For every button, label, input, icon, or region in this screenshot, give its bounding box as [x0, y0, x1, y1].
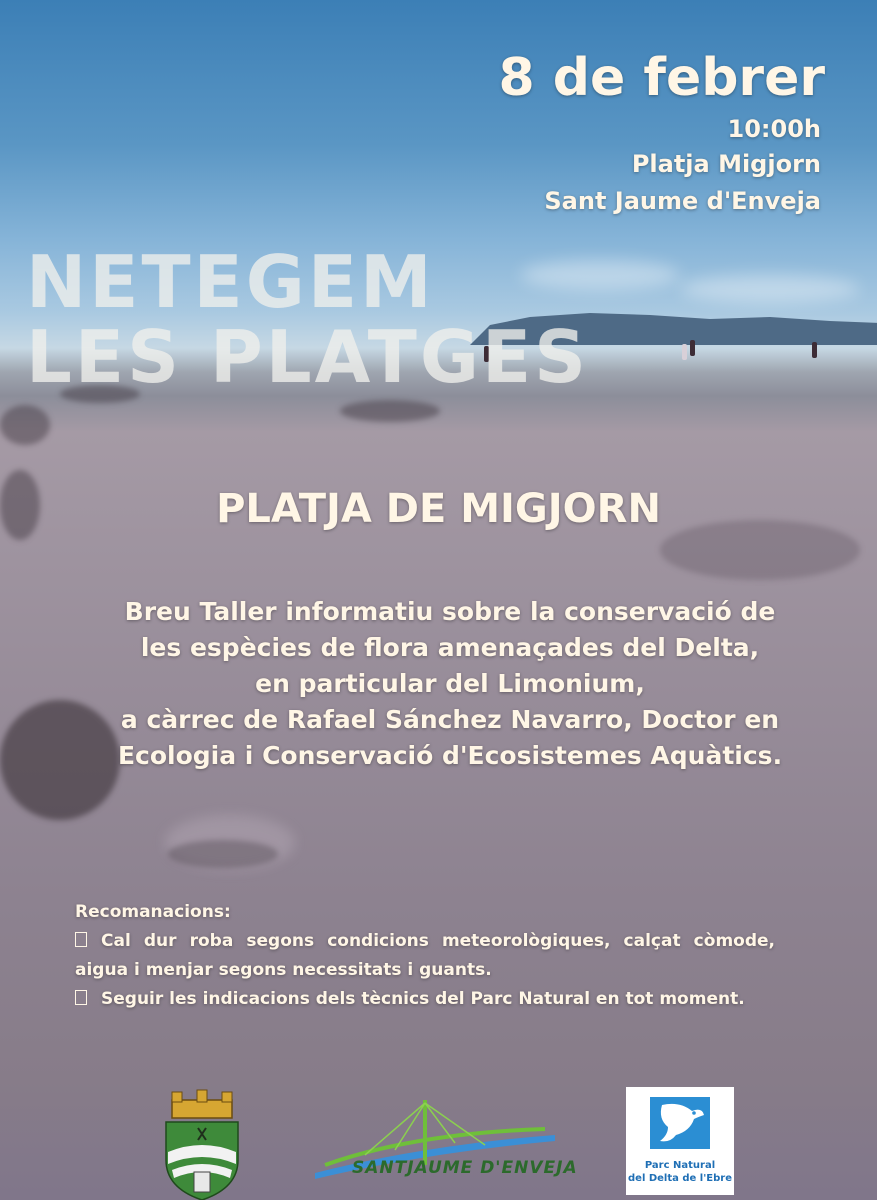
subtitle: PLATJA DE MIGJORN [216, 486, 661, 532]
seaweed-patch [0, 405, 50, 445]
person-figure [682, 344, 687, 360]
parc-natural-name-line-2: del Delta de l'Ebre [628, 1173, 732, 1184]
description-line: en particular del Limonium, [255, 669, 645, 698]
person-figure [690, 340, 695, 356]
footprint-shadow [168, 840, 278, 868]
checkbox-icon [75, 990, 87, 1005]
event-date: 8 de febrer [498, 48, 825, 108]
checkbox-icon [75, 932, 87, 947]
event-place: Platja Migjorn [631, 150, 821, 178]
town-logo [305, 1095, 560, 1200]
description [40, 594, 860, 774]
title-line-2: LES PLATGES [26, 315, 590, 399]
event-town: Sant Jaume d'Enveja [544, 187, 821, 215]
parc-natural-name-line-1: Parc Natural [644, 1160, 716, 1171]
description-line: Breu Taller informatiu sobre la conservació de [124, 597, 776, 626]
cloud [520, 260, 680, 290]
recommendation-text: Seguir les indicacions dels tècnics del Parc Natural en tot moment. [101, 989, 745, 1009]
description-line: les espècies de flora amenaçades del Delta, [140, 633, 760, 662]
seaweed-patch [340, 400, 440, 422]
recommendation-item [75, 985, 775, 1014]
recommendation-item [75, 927, 775, 985]
recommendation-text: Cal dur roba segons condicions meteorològiques, calçat còmode, aigua i menjar segons necessitats i guants. [75, 931, 775, 980]
parc-natural-logo [626, 1087, 734, 1195]
recommendations [75, 898, 775, 1014]
description-line: a càrrec de Rafael Sánchez Navarro, Doctor en [120, 705, 780, 734]
event-time: 10:00h [727, 115, 821, 143]
description-line: Ecologia i Conservació d'Ecosistemes Aquàtics. [117, 741, 783, 770]
recommendations-heading: Recomanacions: [75, 902, 231, 922]
coat-of-arms-logo [162, 1088, 242, 1200]
title-line-1: NETEGEM [26, 240, 435, 324]
cloud [680, 275, 860, 303]
bird-icon [650, 1097, 710, 1149]
person-figure [812, 342, 817, 358]
town-logo-text: SANTJAUME D'ENVEJA [352, 1158, 578, 1178]
